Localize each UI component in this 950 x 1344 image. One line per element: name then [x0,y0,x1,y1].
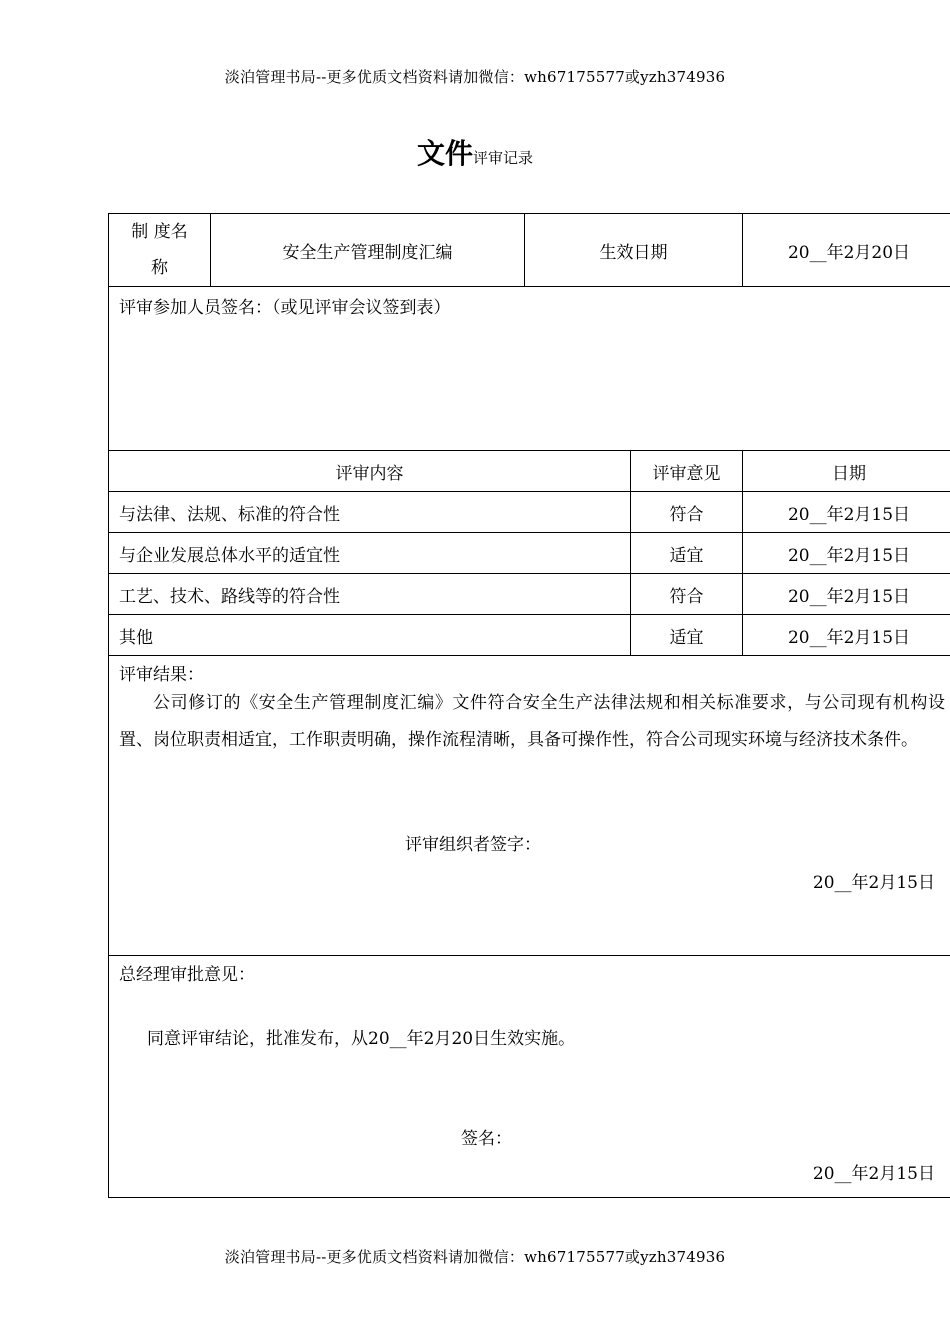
result-date: 20__年2月15日 [812,873,935,893]
review-date-cell: 20__年2月15日 [743,615,950,656]
header-review-content: 评审内容 [109,451,631,492]
review-content-cell: 其他 [109,615,631,656]
system-name-value: 安全生产管理制度汇编 [211,214,525,287]
approval-row [109,956,950,1198]
header-note: 淡泊管理书局--更多优质文档资料请加微信：wh67175577或yzh374936 [224,68,726,86]
title-sub: 评审记录 [473,149,534,167]
footer-note: 淡泊管理书局--更多优质文档资料请加微信：wh67175577或yzh374936 [224,1248,726,1266]
table-row [109,533,950,574]
review-date-cell: 20__年2月15日 [743,533,950,574]
title-main: 文件 [416,137,473,170]
review-opinion-cell: 适宜 [631,615,743,656]
system-name-label: 制 度名 称 [109,214,211,287]
review-record-table [108,213,950,1198]
participants-label: 评审参加人员签名：（或见评审会议签到表） [119,298,451,318]
approval-date: 20__年2月15日 [812,1164,935,1184]
approval-label: 总经理审批意见： [119,965,255,985]
table-row [109,492,950,533]
organizer-signature-label: 评审组织者签字： [405,835,541,855]
participants-signature-area [109,287,950,451]
review-content-cell: 与企业发展总体水平的适宜性 [109,533,631,574]
review-date-cell: 20__年2月15日 [743,492,950,533]
review-content-cell: 工艺、技术、路线等的符合性 [109,574,631,615]
result-label: 评审结果： [119,665,204,685]
participants-row [109,287,950,451]
result-row [109,656,950,956]
table-row [109,615,950,656]
review-header-row [109,451,950,492]
effective-date-value: 20__年2月20日 [743,214,950,287]
review-date-cell: 20__年2月15日 [743,574,950,615]
review-opinion-cell: 适宜 [631,533,743,574]
review-content-cell: 与法律、法规、标准的符合性 [109,492,631,533]
approval-text: 同意评审结论，批准发布，从20__年2月20日生效实施。 [147,1029,576,1049]
review-result-section [109,656,950,956]
result-body: 公司修订的《安全生产管理制度汇编》文件符合安全生产法律法规和相关标准要求，与公司现有机构设置、岗位职责相适宜，工作职责明确，操作流程清晰，具备可操作性，符合公司现实环境与经济技术条件。 [119,693,945,750]
header-review-date: 日期 [743,451,950,492]
review-opinion-cell: 符合 [631,492,743,533]
effective-date-label: 生效日期 [525,214,743,287]
manager-approval-section [109,956,950,1198]
review-opinion-cell: 符合 [631,574,743,615]
document-title [0,132,950,172]
header-review-opinion: 评审意见 [631,451,743,492]
approval-signature-label: 签名： [461,1129,512,1149]
table-row [109,574,950,615]
info-row [109,214,950,287]
